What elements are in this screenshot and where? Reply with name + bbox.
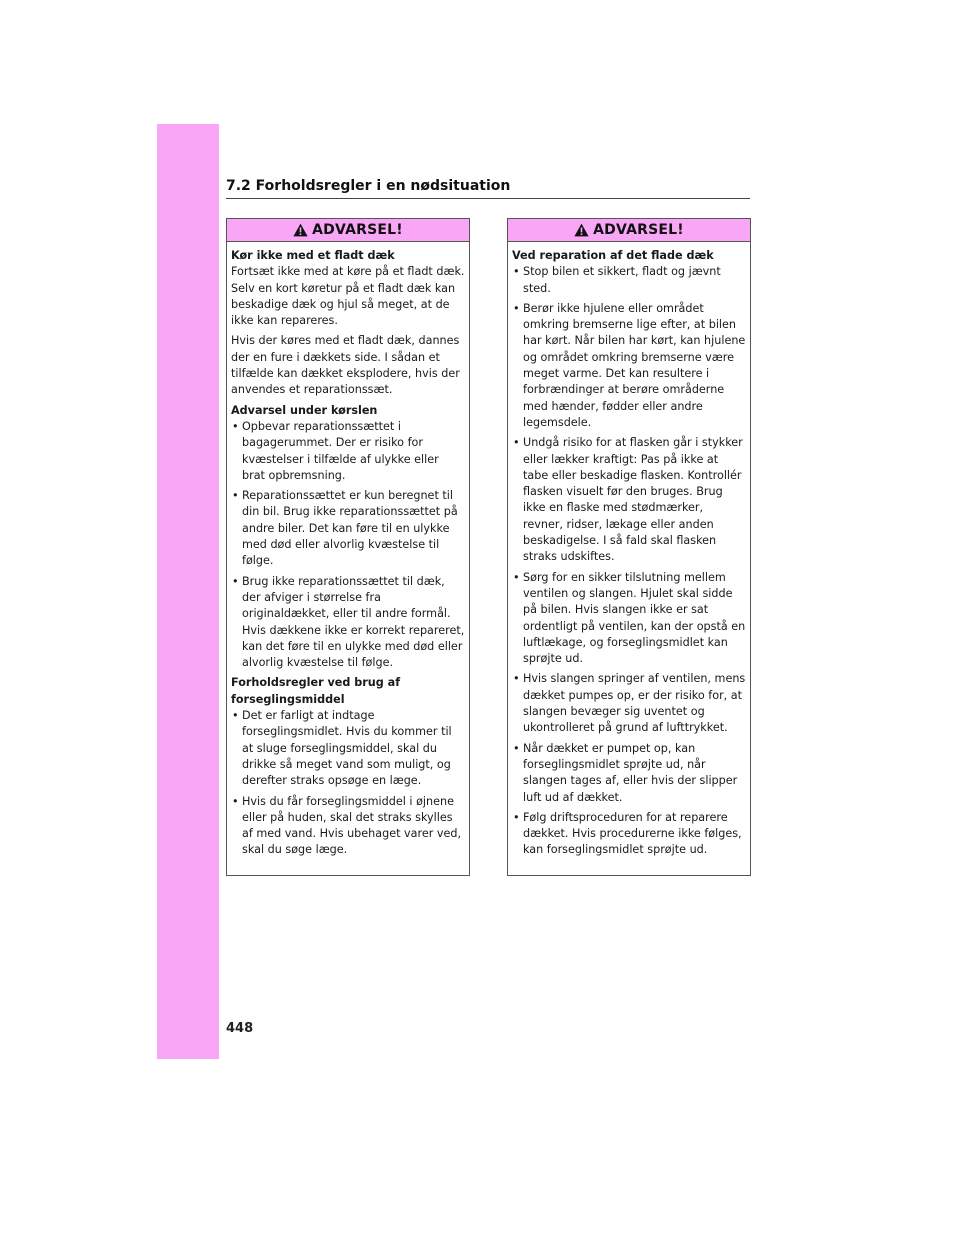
warning-triangle-icon: [574, 223, 589, 237]
heading-driving-warning: Advarsel under kørslen: [231, 403, 378, 417]
heading-repair: Ved reparation af det flade dæk: [512, 249, 714, 262]
chapter-side-band: [157, 124, 219, 1059]
list-item: • Sørg for en sikker tilslutning mellem ventilen og slangen. Hjulet skal sidde på bilen. Hvis slangen ikke er sat ordentligt på ventilen, kan der opstå en luftlækage, og forseglingsmidlet kan sprøjte ud.: [512, 570, 746, 668]
list-item: • Det er farligt at indtage forseglingsmidlet. Hvis du kommer til at sluge forseglingsmiddel, skal du drikke så meget vand som muligt, og derefter straks opsøge en læge.: [231, 708, 465, 789]
warning-box-left: [226, 218, 470, 876]
section-title: 7.2 Forholdsregler i en nødsituation: [226, 178, 511, 194]
paragraph: Hvis der køres med et fladt dæk, dannes der en fure i dækkets side. I sådan et tilfælde kan dækket eksplodere, hvis der anvendes et reparationssæt.: [231, 334, 460, 397]
bullet-list: [512, 264, 746, 858]
list-item: • Opbevar reparationssættet i bagagerummet. Der er risiko for kvæstelser i tilfælde af ulykke eller brat opbremsning.: [231, 419, 465, 484]
warning-triangle-icon: [293, 223, 308, 237]
list-item: • Stop bilen et sikkert, fladt og jævnt sted.: [512, 264, 746, 297]
warning-title: ADVARSEL!: [593, 222, 684, 238]
bullet-list: [231, 708, 465, 859]
warning-title: ADVARSEL!: [312, 222, 403, 238]
list-item: • Berør ikke hjulene eller området omkring bremserne lige efter, at bilen har kørt. Når bilen har kørt, kan hjulene og området omkring bremserne være meget varme. Det kan resultere i forbrændinger at berøre områderne med hænder, fødder eller andre legemsdele.: [512, 301, 746, 431]
list-item: • Brug ikke reparationssættet til dæk, der afviger i størrelse fra originaldækket, eller til andre formål. Hvis dækkene ikke er korrekt repareret, kan det føre til en ulykke med død eller alvorlig kvæstelse til følge.: [231, 574, 465, 672]
warning-header: [227, 219, 469, 242]
heading-flat-tire: Kør ikke med et fladt dæk: [231, 249, 395, 262]
warning-box-right: [507, 218, 751, 876]
list-item: • Følg driftsproceduren for at reparere dækket. Hvis procedurerne ikke følges, kan forseglingsmidlet sprøjte ud.: [512, 810, 746, 859]
list-item: • Undgå risiko for at flasken går i stykker eller lækker kraftigt: Pas på ikke at tabe eller beskadige flasken. Kontrollér flasken visuelt før den bruges. Brug ikke en flaske med stødmærker, revner, ridser, lækage eller anden beskadigelse. I så fald skal flasken straks udskiftes.: [512, 435, 746, 565]
list-item: • Hvis du får forseglingsmiddel i øjnene eller på huden, skal det straks skylles af med vand. Hvis ubehaget varer ved, skal du søge læge.: [231, 794, 465, 859]
section-divider: [226, 198, 750, 199]
warning-body: [227, 242, 469, 859]
list-item: • Når dækket er pumpet op, kan forseglingsmidlet sprøjte ud, når slangen tages af, eller hvis der slipper luft ud af dækket.: [512, 741, 746, 806]
list-item: • Reparationssættet er kun beregnet til din bil. Brug ikke reparationssættet på andre biler. Det kan føre til en ulykke med død eller alvorlig kvæstelse til følge.: [231, 488, 465, 569]
list-item: • Hvis slangen springer af ventilen, mens dækket pumpes op, er der risiko for, at slangen bevæger sig uventet og ukontrolleret på grund af lufttrykket.: [512, 671, 746, 736]
warning-body: [508, 242, 750, 859]
bullet-list: [231, 419, 465, 671]
paragraph: Fortsæt ikke med at køre på et fladt dæk. Selv en kort køretur på et fladt dæk kan beskadige dæk og hjul så meget, at de ikke kan repareres.: [231, 265, 465, 328]
warning-header: [508, 219, 750, 242]
heading-sealant-precautions: Forholdsregler ved brug af forseglingsmiddel: [231, 676, 401, 706]
page-number: 448: [226, 1021, 254, 1036]
